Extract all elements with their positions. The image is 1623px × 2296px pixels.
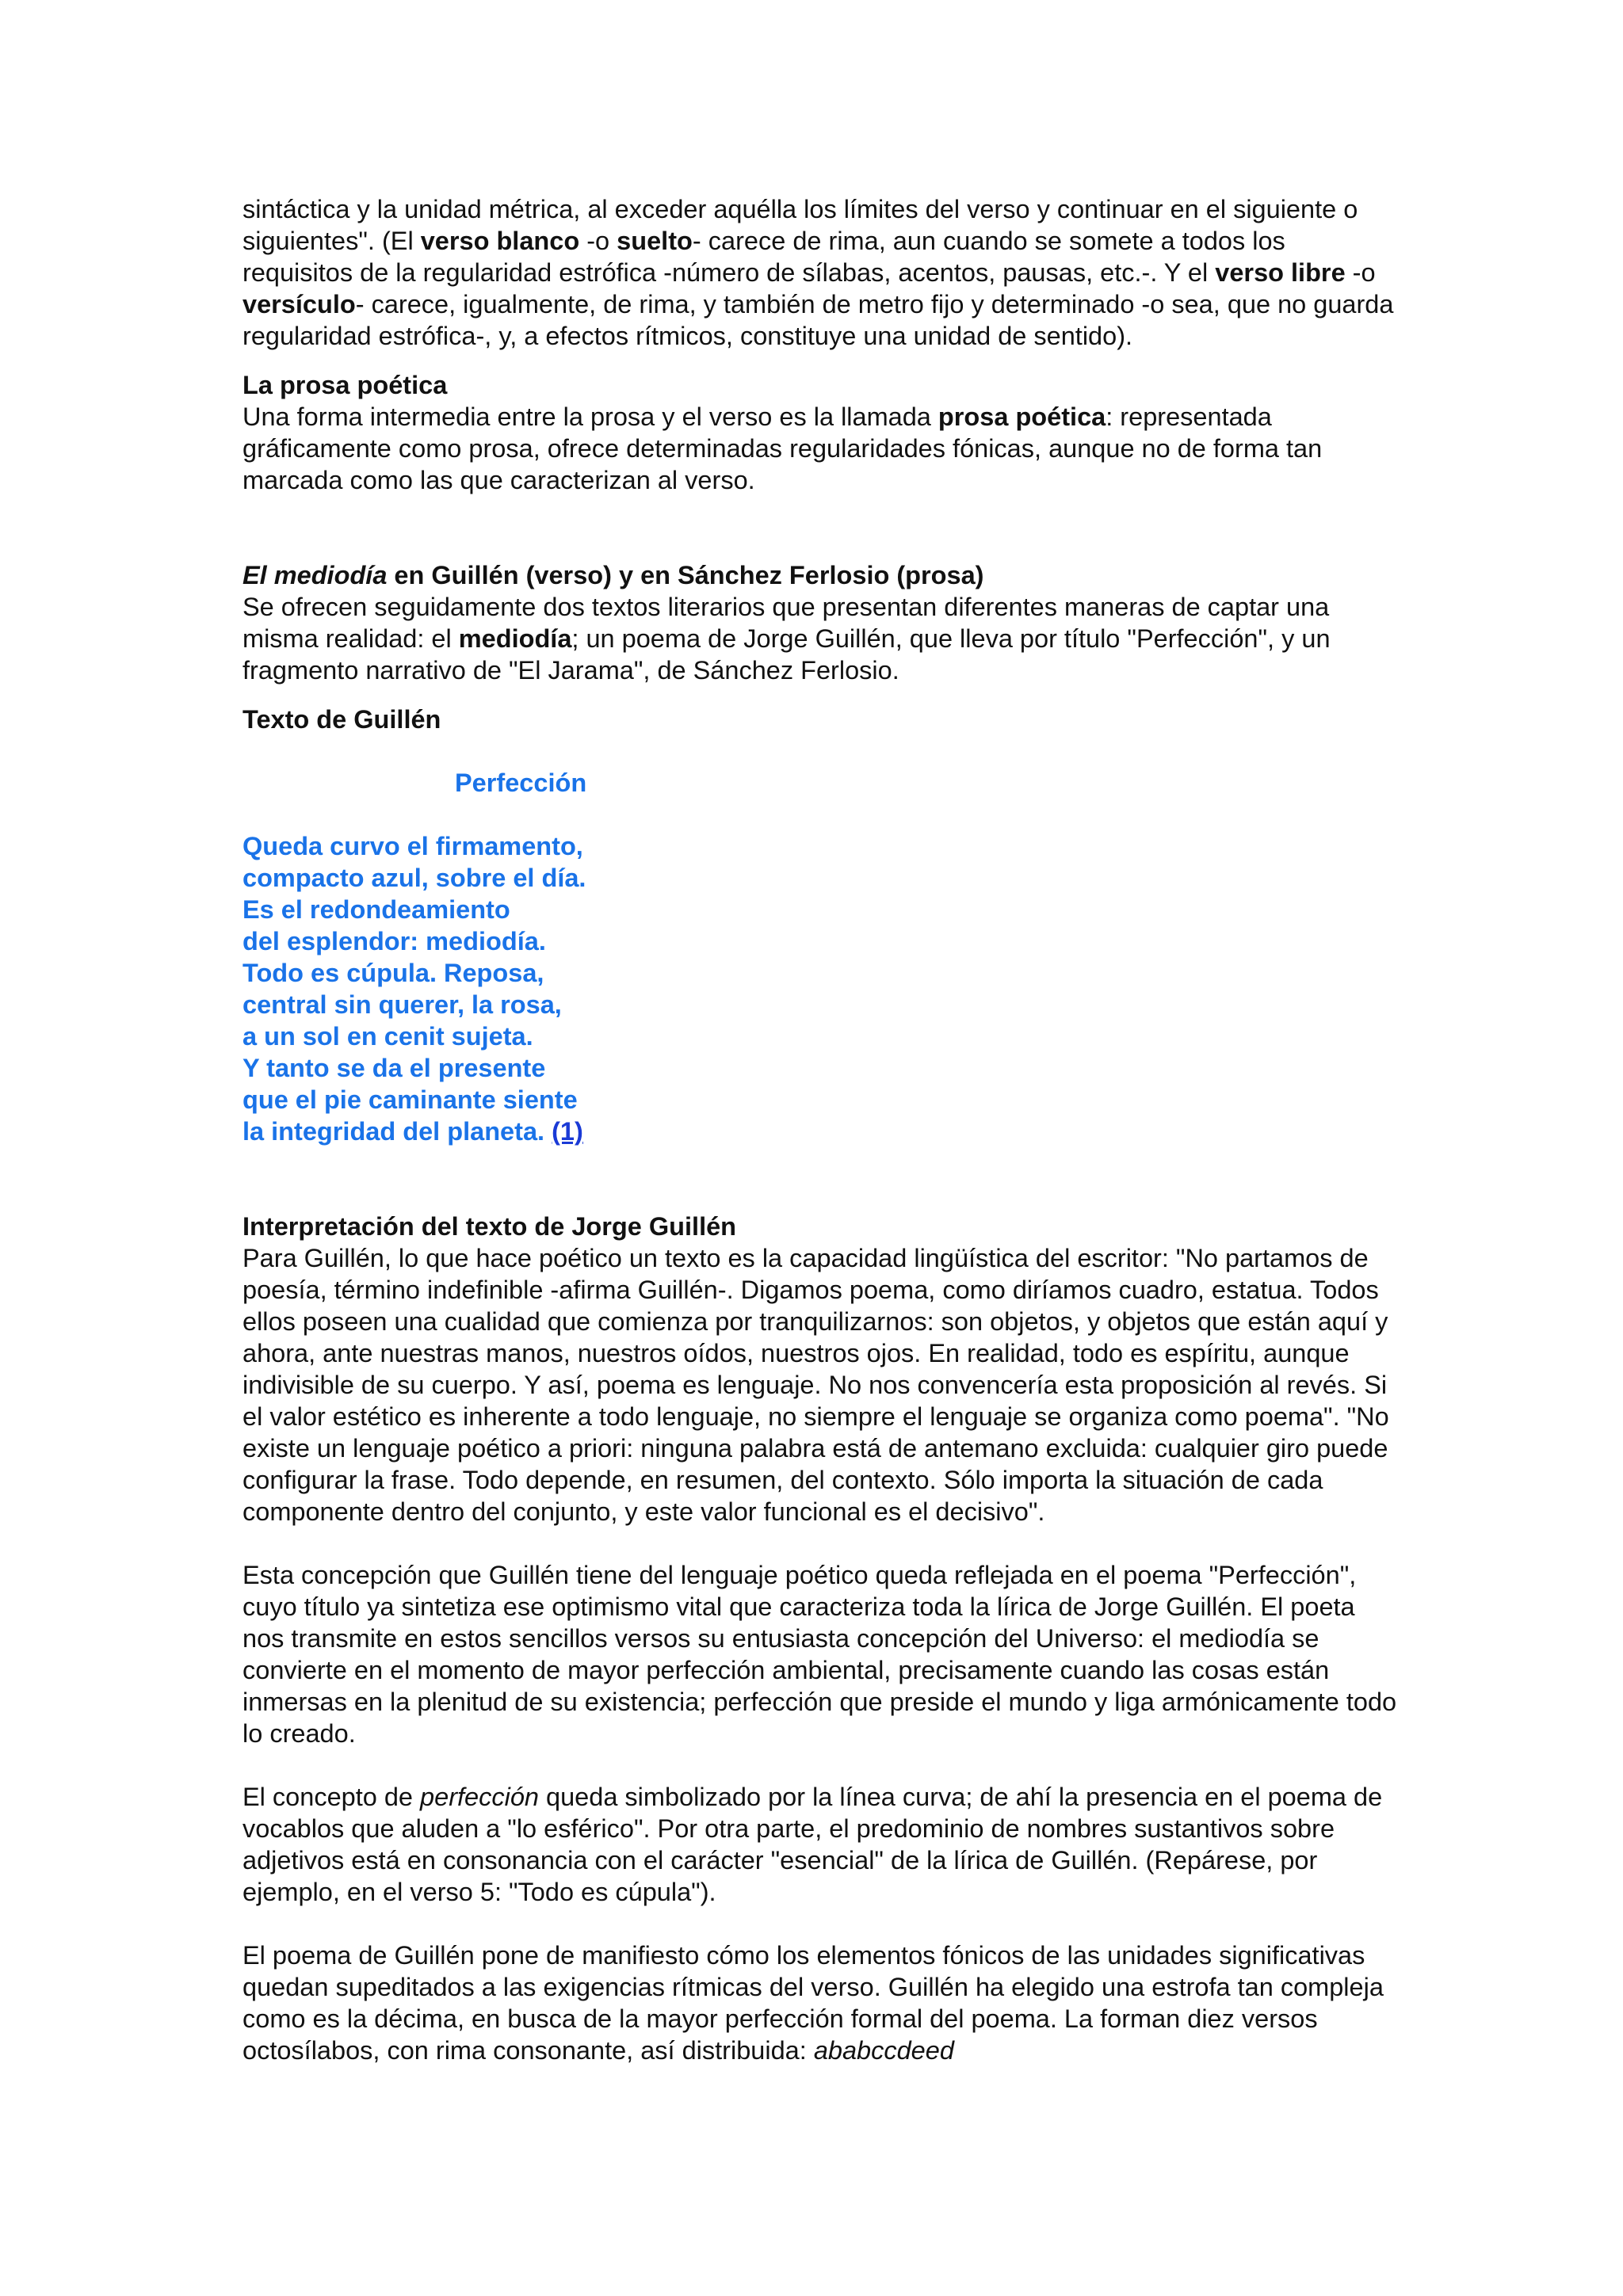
poem-line: Y tanto se da el presente xyxy=(242,1054,546,1082)
poem-line: del esplendor: mediodía. xyxy=(242,927,546,955)
p3-text-b: queda simbolizado por la línea curva; de ahí la presencia en el poema de vocablos que aluden a "lo esférico". Por otra parte, el predominio de nombres sustantivos sobre adjetivos está en consonancia con el carácter "esencial" de la lírica de Guillén. (Repárese, por ejemplo, en el verso 5: "Todo es cúpula"). xyxy=(242,1783,1383,1906)
interpretacion-paragraph-1: Para Guillén, lo que hace poético un texto es la capacidad lingüística del escritor: "No partamos de poesía, término indefinible -afirma Guillén-. Digamos poema, como diríamos cuadro, estatua. Todos ellos poseen una cualidad que comienza por tranquilizarnos: son objetos, y objetos que están aquí y ahora, ante nuestras manos, nuestros oídos, nuestros ojos. En realidad, todo es espíritu, aunque indivisible de su cuerpo. Y así, poema es lenguaje. No nos convencería esta proposición al revés. Si el valor estético es inherente a todo lenguaje, no siempre el lenguaje se organiza como poema". "No existe un lenguaje poético a priori: ninguna palabra está de antemano excluida: cualquier giro puede configurar la frase. Todo depende, en resumen, del contexto. Sólo importa la situación de cada componente dentro del conjunto, y este valor funcional es el decisivo". xyxy=(242,1244,1389,1526)
poem-line: Queda curvo el firmamento, xyxy=(242,832,583,860)
poem-last-line xyxy=(242,1116,1400,1147)
poem-line: la integridad del planeta. xyxy=(242,1117,552,1146)
poem-title: Perfección xyxy=(455,769,587,797)
prosa-text-1: Una forma intermedia entre la prosa y el verso es la llamada xyxy=(242,402,938,431)
intro-text-1: sintáctica y la unidad métrica, al exceder aquélla los límites del verso y continuar en el siguiente o siguientes". (El xyxy=(242,195,1358,255)
term-mediodia: mediodía xyxy=(458,624,572,653)
term-verso-libre: verso libre xyxy=(1215,258,1346,287)
poem-line: central sin querer, la rosa, xyxy=(242,990,562,1019)
poem-line: Es el redondeamiento xyxy=(242,895,510,924)
intro-text-5: - carece, igualmente, de rima, y también de metro fijo y determinado -o sea, que no guarda regularidad estrófica-, y, a efectos rítmicos, constituye una unidad de sentido). xyxy=(242,290,1394,350)
interpretacion-paragraph-3 xyxy=(242,1781,1400,1908)
interpretacion-paragraph-4 xyxy=(242,1939,1400,2066)
term-versiculo: versículo xyxy=(242,290,356,318)
term-suelto: suelto xyxy=(617,227,693,255)
intro-text-4: -o xyxy=(1345,258,1376,287)
interpretacion-paragraph-2: Esta concepción que Guillén tiene del lenguaje poético queda reflejada en el poema "Perfección", cuyo título ya sintetiza ese optimismo vital que caracteriza toda la lírica de Jorge Guillén. El poeta nos transmite en estos sencillos versos su entusiasta concepción del Universo: el mediodía se convierte en el momento de mayor perfección ambiental, precisamente cuando las cosas están inmersas en la plenitud de su existencia; perfección que preside el mundo y liga armónicamente todo lo creado. xyxy=(242,1561,1397,1748)
section-heading-prosa: La prosa poética xyxy=(242,371,448,399)
term-verso-blanco: verso blanco xyxy=(420,227,580,255)
term-perfeccion: perfección xyxy=(420,1783,539,1811)
p3-text-a: El concepto de xyxy=(242,1783,421,1811)
poem-line: Todo es cúpula. Reposa, xyxy=(242,959,544,987)
intro-text-2: -o xyxy=(579,227,617,255)
term-prosa-poetica: prosa poética xyxy=(938,402,1106,431)
poem xyxy=(242,767,1400,1147)
mediodia-text-1: Se ofrecen seguidamente dos textos literarios que presentan diferentes maneras de captar una misma realidad: el xyxy=(242,593,1330,653)
mediodia-text-2: ; un poema de Jorge Guillén, que lleva por título "Perfección", y un fragmento narrativo de "El Jarama", de Sánchez Ferlosio. xyxy=(242,624,1331,685)
prosa-paragraph xyxy=(242,401,1400,496)
poem-line: que el pie caminante siente xyxy=(242,1085,578,1114)
poem-line: a un sol en cenit sujeta. xyxy=(242,1022,533,1051)
intro-paragraph xyxy=(242,193,1400,352)
intro-text-3: - carece de rima, aun cuando se somete a todos los requisitos de la regularidad estrófica -número de sílabas, acentos, pausas, etc.-. Y el xyxy=(242,227,1285,287)
mediodia-paragraph xyxy=(242,591,1400,686)
poem-line: compacto azul, sobre el día. xyxy=(242,864,586,892)
section-heading-mediodia xyxy=(242,559,1400,591)
rhyme-scheme: ababccdeed xyxy=(813,2036,954,2065)
document-page xyxy=(242,193,1400,2066)
heading-rest-part: en Guillén (verso) y en Sánchez Ferlosio (prosa) xyxy=(387,561,984,589)
footnote-link[interactable]: (1) xyxy=(552,1117,583,1146)
prosa-text-2: : representada gráficamente como prosa, ofrece determinadas regularidades fónicas, aunque no de forma tan marcada como las que caracterizan al verso. xyxy=(242,402,1323,494)
heading-italic-part: El mediodía xyxy=(242,561,388,589)
p4-text-a: El poema de Guillén pone de manifiesto cómo los elementos fónicos de las unidades significativas quedan supeditados a las exigencias rítmicas del verso. Guillén ha elegido una estrofa tan compleja como es la décima, en busca de la mayor perfección formal del poema. La forman diez versos octosílabos, con rima consonante, así distribuida: xyxy=(242,1941,1384,2065)
section-heading-texto-guillen: Texto de Guillén xyxy=(242,705,441,734)
section-heading-interpretacion: Interpretación del texto de Jorge Guillén xyxy=(242,1212,737,1241)
